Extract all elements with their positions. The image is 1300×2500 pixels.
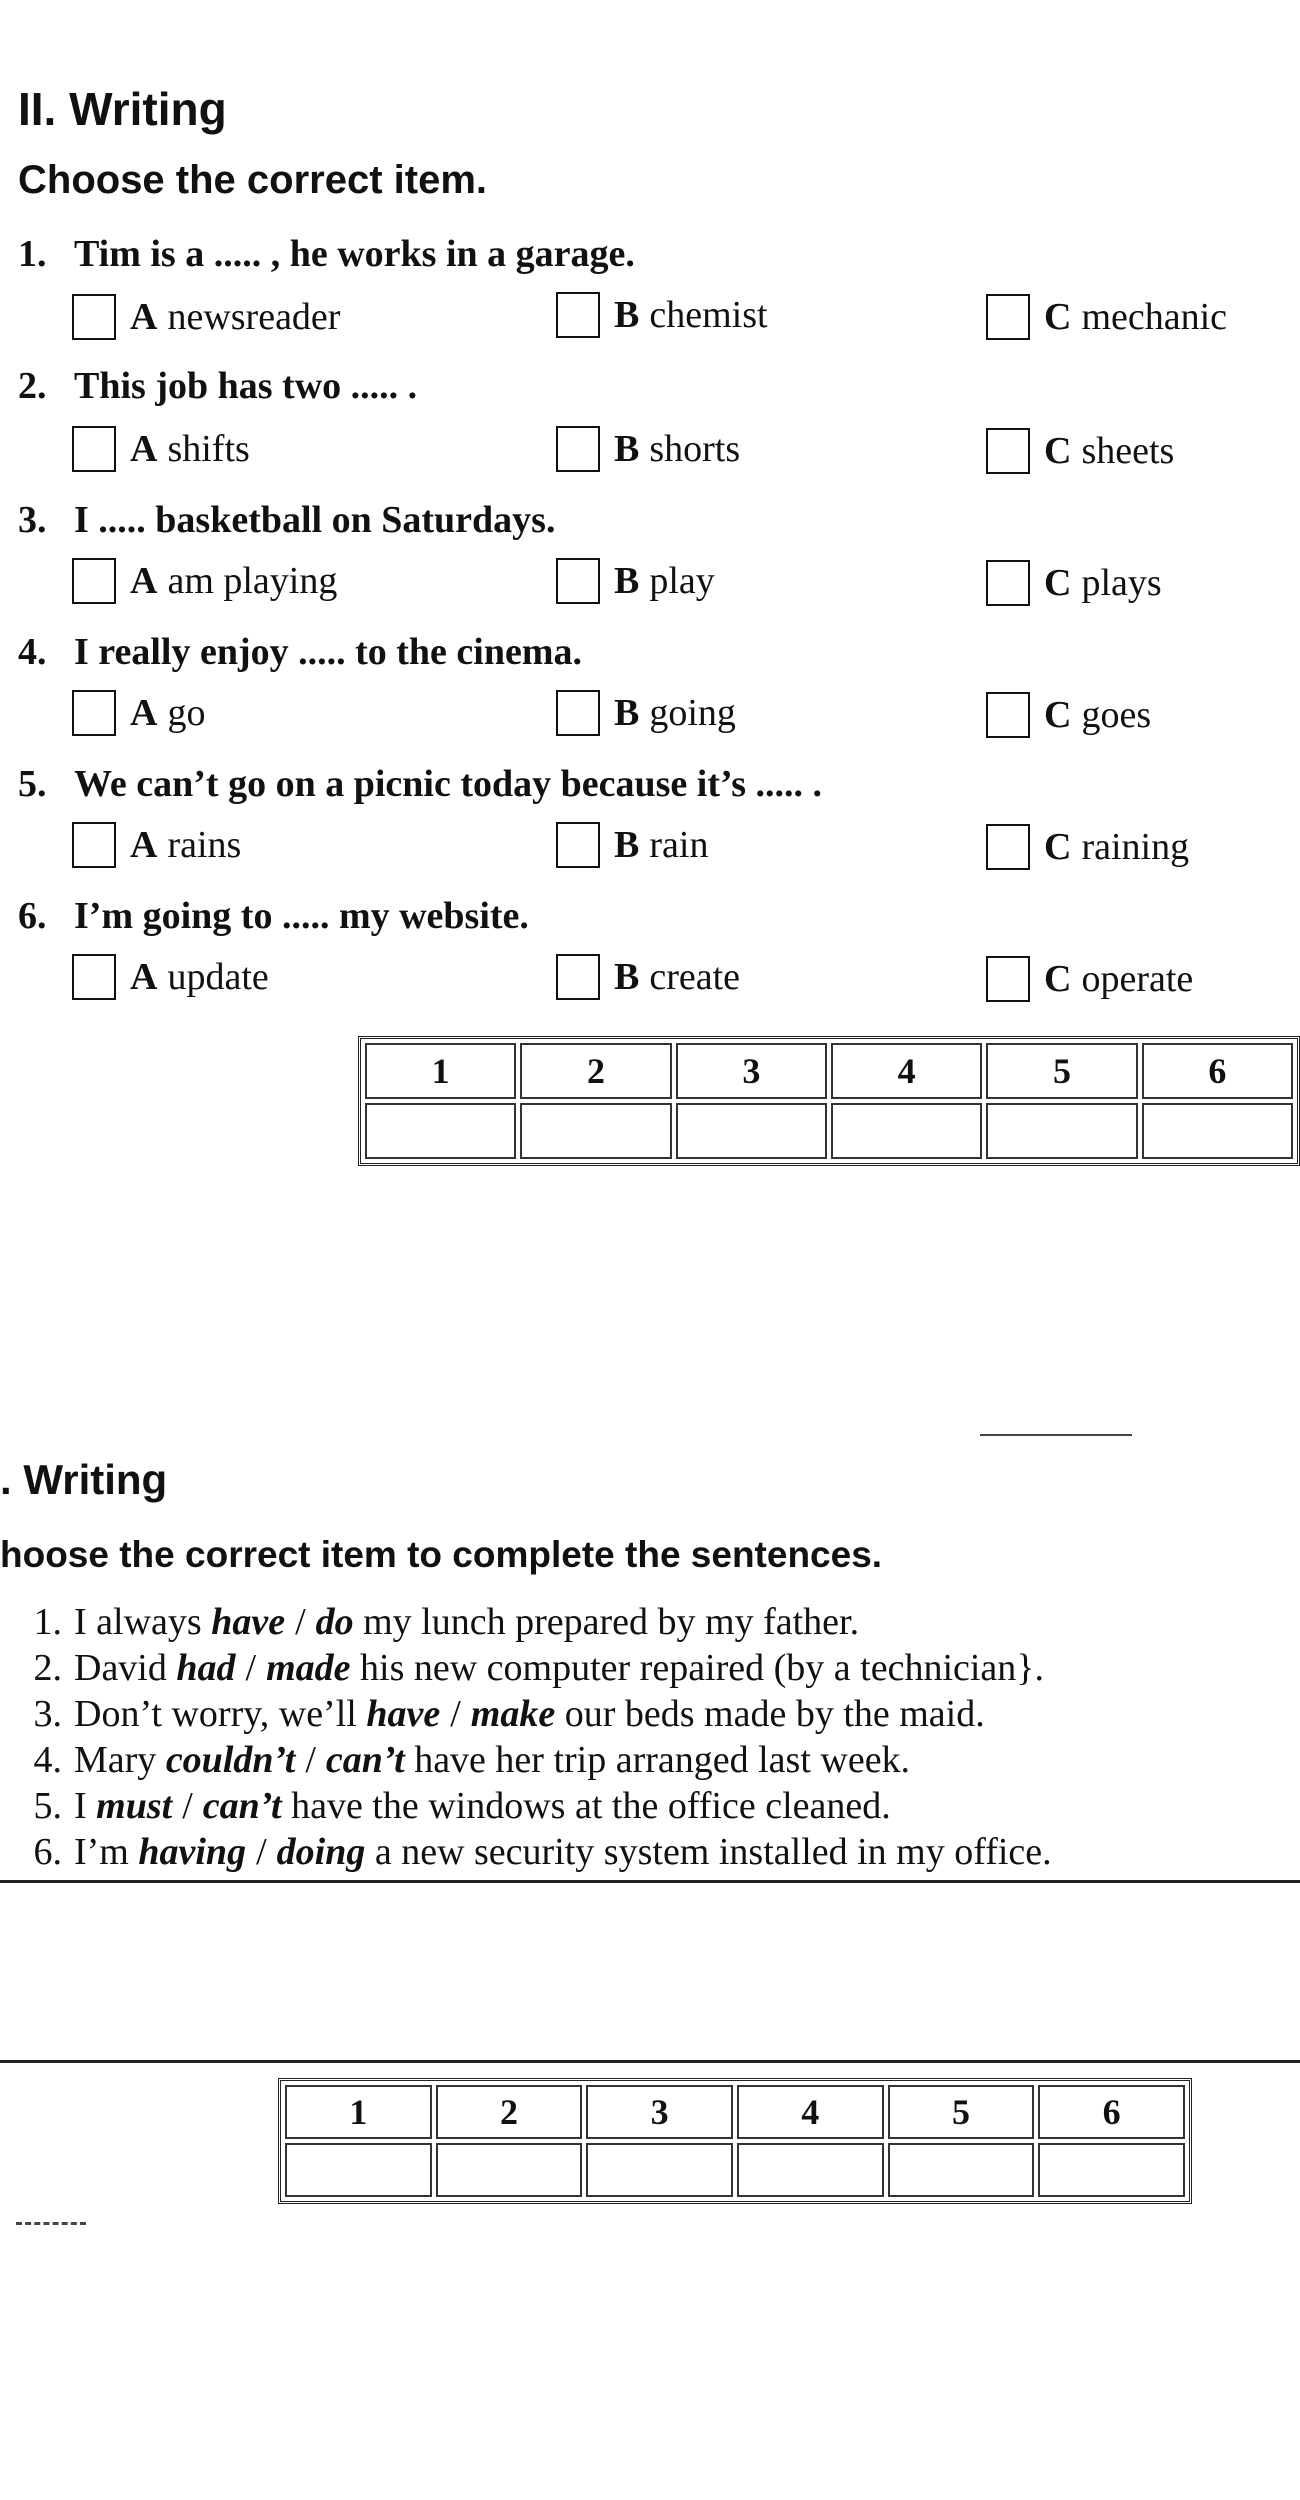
question-number: 6. bbox=[18, 895, 47, 937]
checkbox[interactable] bbox=[556, 426, 600, 472]
checkbox[interactable] bbox=[986, 956, 1030, 1002]
question-text: This job has two ..... . bbox=[74, 365, 418, 407]
option-1a[interactable] bbox=[72, 294, 340, 340]
option-letter: A bbox=[130, 428, 158, 470]
answer-cell[interactable] bbox=[285, 2143, 432, 2197]
choice-option[interactable]: have bbox=[366, 1693, 441, 1735]
option-text: newsreader bbox=[167, 296, 341, 338]
question-4 bbox=[18, 630, 582, 674]
question-6 bbox=[18, 894, 529, 938]
option-text: shifts bbox=[167, 428, 250, 470]
sentence-number: 4. bbox=[33, 1739, 62, 1781]
section2-title: . Writing bbox=[0, 1456, 168, 1503]
option-6a[interactable] bbox=[72, 954, 269, 1000]
grid-header: 6 bbox=[1038, 2085, 1185, 2139]
option-3b[interactable] bbox=[556, 558, 715, 604]
checkbox[interactable] bbox=[72, 690, 116, 736]
sentence-before: I always bbox=[74, 1601, 202, 1643]
option-text: mechanic bbox=[1081, 296, 1228, 338]
option-text: rain bbox=[649, 824, 709, 866]
grid-header: 3 bbox=[586, 2085, 733, 2139]
answer-cell[interactable] bbox=[676, 1103, 827, 1159]
option-text: chemist bbox=[649, 294, 768, 336]
slash: / bbox=[305, 1739, 316, 1781]
option-1c[interactable] bbox=[986, 294, 1227, 340]
sentence-after: his new computer repaired (by a technician}. bbox=[360, 1647, 1045, 1689]
question-3 bbox=[18, 498, 555, 542]
option-2a[interactable] bbox=[72, 426, 250, 472]
grid-header: 2 bbox=[520, 1043, 671, 1099]
question-number: 5. bbox=[18, 763, 47, 805]
checkbox[interactable] bbox=[72, 294, 116, 340]
choice-option[interactable]: must bbox=[96, 1785, 173, 1827]
option-4c[interactable] bbox=[986, 692, 1151, 738]
sentence-5 bbox=[18, 1784, 891, 1828]
option-4a[interactable] bbox=[72, 690, 205, 736]
choice-option[interactable]: can’t bbox=[325, 1739, 405, 1781]
option-text: create bbox=[649, 956, 741, 998]
choice-option[interactable]: do bbox=[315, 1601, 354, 1643]
answer-cell[interactable] bbox=[986, 1103, 1137, 1159]
slash: / bbox=[295, 1601, 306, 1643]
checkbox[interactable] bbox=[72, 822, 116, 868]
checkbox[interactable] bbox=[556, 954, 600, 1000]
checkbox[interactable] bbox=[986, 294, 1030, 340]
answer-cell[interactable] bbox=[1038, 2143, 1185, 2197]
answer-cell[interactable] bbox=[888, 2143, 1035, 2197]
choice-option[interactable]: made bbox=[266, 1647, 351, 1689]
option-5a[interactable] bbox=[72, 822, 241, 868]
sentence-after: my lunch prepared by my father. bbox=[363, 1601, 860, 1643]
option-text: going bbox=[649, 692, 736, 734]
scan-mark bbox=[16, 2222, 86, 2225]
sentence-3 bbox=[18, 1692, 985, 1736]
option-letter: B bbox=[614, 956, 640, 998]
choice-option[interactable]: make bbox=[470, 1693, 556, 1735]
grid-header: 6 bbox=[1142, 1043, 1293, 1099]
question-text: We can’t go on a picnic today because it’s ..... . bbox=[74, 763, 823, 805]
slash: / bbox=[182, 1785, 193, 1827]
option-letter: B bbox=[614, 428, 640, 470]
option-5c[interactable] bbox=[986, 824, 1189, 870]
option-text: goes bbox=[1081, 694, 1152, 736]
grid-header: 1 bbox=[285, 2085, 432, 2139]
answer-cell[interactable] bbox=[737, 2143, 884, 2197]
option-letter: C bbox=[1044, 694, 1072, 736]
option-1b[interactable] bbox=[556, 292, 768, 338]
option-text: rains bbox=[167, 824, 242, 866]
option-text: operate bbox=[1081, 958, 1194, 1000]
section2-instruction: hoose the correct item to complete the sentences. bbox=[0, 1534, 883, 1575]
option-6b[interactable] bbox=[556, 954, 740, 1000]
choice-option[interactable]: having bbox=[138, 1831, 247, 1873]
sentence-after: have the windows at the office cleaned. bbox=[291, 1785, 891, 1827]
sentence-number: 2. bbox=[33, 1647, 62, 1689]
sentence-before: Don’t worry, we’ll bbox=[74, 1693, 357, 1735]
answer-cell[interactable] bbox=[586, 2143, 733, 2197]
question-number: 1. bbox=[18, 233, 47, 275]
sentence-number: 5. bbox=[33, 1785, 62, 1827]
sentence-after: our beds made by the maid. bbox=[564, 1693, 985, 1735]
option-5b[interactable] bbox=[556, 822, 708, 868]
option-text: shorts bbox=[649, 428, 741, 470]
answer-cell[interactable] bbox=[831, 1103, 982, 1159]
option-text: plays bbox=[1081, 562, 1162, 604]
question-number: 4. bbox=[18, 631, 47, 673]
grid-header: 3 bbox=[676, 1043, 827, 1099]
checkbox[interactable] bbox=[72, 426, 116, 472]
choice-option[interactable]: had bbox=[176, 1647, 236, 1689]
question-1 bbox=[18, 232, 635, 276]
sentence-6 bbox=[18, 1830, 1052, 1874]
option-letter: C bbox=[1044, 430, 1072, 472]
grid-header: 4 bbox=[831, 1043, 982, 1099]
grid-header: 5 bbox=[888, 2085, 1035, 2139]
option-2b[interactable] bbox=[556, 426, 740, 472]
answer-cell[interactable] bbox=[1142, 1103, 1293, 1159]
option-letter: A bbox=[130, 560, 158, 602]
checkbox[interactable] bbox=[556, 822, 600, 868]
answer-grid-1 bbox=[358, 1036, 1300, 1166]
option-text: go bbox=[167, 692, 206, 734]
sentence-1 bbox=[18, 1600, 859, 1644]
checkbox[interactable] bbox=[72, 954, 116, 1000]
sentence-after: have her trip arranged last week. bbox=[414, 1739, 911, 1781]
choice-option[interactable]: can’t bbox=[202, 1785, 282, 1827]
sentence-2 bbox=[18, 1646, 1044, 1690]
question-2 bbox=[18, 364, 417, 408]
checkbox[interactable] bbox=[556, 292, 600, 338]
slash: / bbox=[245, 1647, 257, 1689]
choice-option[interactable]: couldn’t bbox=[165, 1739, 296, 1781]
checkbox[interactable] bbox=[556, 558, 600, 604]
answer-grid-2 bbox=[278, 2078, 1192, 2204]
grid-header: 5 bbox=[986, 1043, 1137, 1099]
answer-cell[interactable] bbox=[436, 2143, 583, 2197]
sentence-number: 1. bbox=[33, 1601, 62, 1643]
sentence-before: David bbox=[74, 1647, 167, 1689]
option-letter: B bbox=[614, 824, 640, 866]
sentence-before: I bbox=[74, 1785, 87, 1827]
checkbox[interactable] bbox=[72, 558, 116, 604]
sentence-after: a new security system installed in my office. bbox=[374, 1831, 1052, 1873]
option-2c[interactable] bbox=[986, 428, 1174, 474]
question-number: 3. bbox=[18, 499, 47, 541]
option-text: sheets bbox=[1081, 430, 1175, 472]
option-letter: A bbox=[130, 956, 158, 998]
sentence-4 bbox=[18, 1738, 910, 1782]
option-letter: A bbox=[130, 824, 158, 866]
option-text: update bbox=[167, 956, 269, 998]
option-letter: A bbox=[130, 296, 158, 338]
sentence-before: Mary bbox=[74, 1739, 157, 1781]
answer-cell[interactable] bbox=[520, 1103, 671, 1159]
option-4b[interactable] bbox=[556, 690, 736, 736]
section1-title: II. Writing bbox=[18, 83, 227, 135]
answer-cell[interactable] bbox=[365, 1103, 516, 1159]
grid-header: 2 bbox=[436, 2085, 583, 2139]
option-3a[interactable] bbox=[72, 558, 337, 604]
divider bbox=[0, 2060, 1300, 2063]
option-letter: A bbox=[130, 692, 158, 734]
checkbox[interactable] bbox=[986, 428, 1030, 474]
option-letter: B bbox=[614, 692, 640, 734]
question-text: I really enjoy ..... to the cinema. bbox=[74, 631, 582, 673]
option-text: raining bbox=[1081, 826, 1190, 868]
option-letter: C bbox=[1044, 562, 1072, 604]
slash: / bbox=[450, 1693, 461, 1735]
question-number: 2. bbox=[18, 365, 47, 407]
grid-header: 1 bbox=[365, 1043, 516, 1099]
divider bbox=[980, 1434, 1132, 1436]
option-letter: B bbox=[614, 294, 640, 336]
option-letter: B bbox=[614, 560, 640, 602]
option-letter: C bbox=[1044, 296, 1072, 338]
option-3c[interactable] bbox=[986, 560, 1162, 606]
checkbox[interactable] bbox=[556, 690, 600, 736]
sentence-number: 6. bbox=[33, 1831, 62, 1873]
option-letter: C bbox=[1044, 826, 1072, 868]
divider bbox=[0, 1880, 1300, 1883]
question-text: I ..... basketball on Saturdays. bbox=[74, 499, 556, 541]
checkbox[interactable] bbox=[986, 560, 1030, 606]
option-text: play bbox=[649, 560, 715, 602]
slash: / bbox=[256, 1831, 267, 1873]
section1-instruction: Choose the correct item. bbox=[18, 158, 488, 202]
sentence-before: I’m bbox=[74, 1831, 129, 1873]
option-text: am playing bbox=[167, 560, 338, 602]
choice-option[interactable]: have bbox=[211, 1601, 286, 1643]
grid-header: 4 bbox=[737, 2085, 884, 2139]
question-text: I’m going to ..... my website. bbox=[74, 895, 529, 937]
question-5 bbox=[18, 762, 822, 806]
sentence-number: 3. bbox=[33, 1693, 62, 1735]
checkbox[interactable] bbox=[986, 692, 1030, 738]
option-letter: C bbox=[1044, 958, 1072, 1000]
option-6c[interactable] bbox=[986, 956, 1193, 1002]
checkbox[interactable] bbox=[986, 824, 1030, 870]
choice-option[interactable]: doing bbox=[276, 1831, 366, 1873]
question-text: Tim is a ..... , he works in a garage. bbox=[74, 233, 635, 275]
